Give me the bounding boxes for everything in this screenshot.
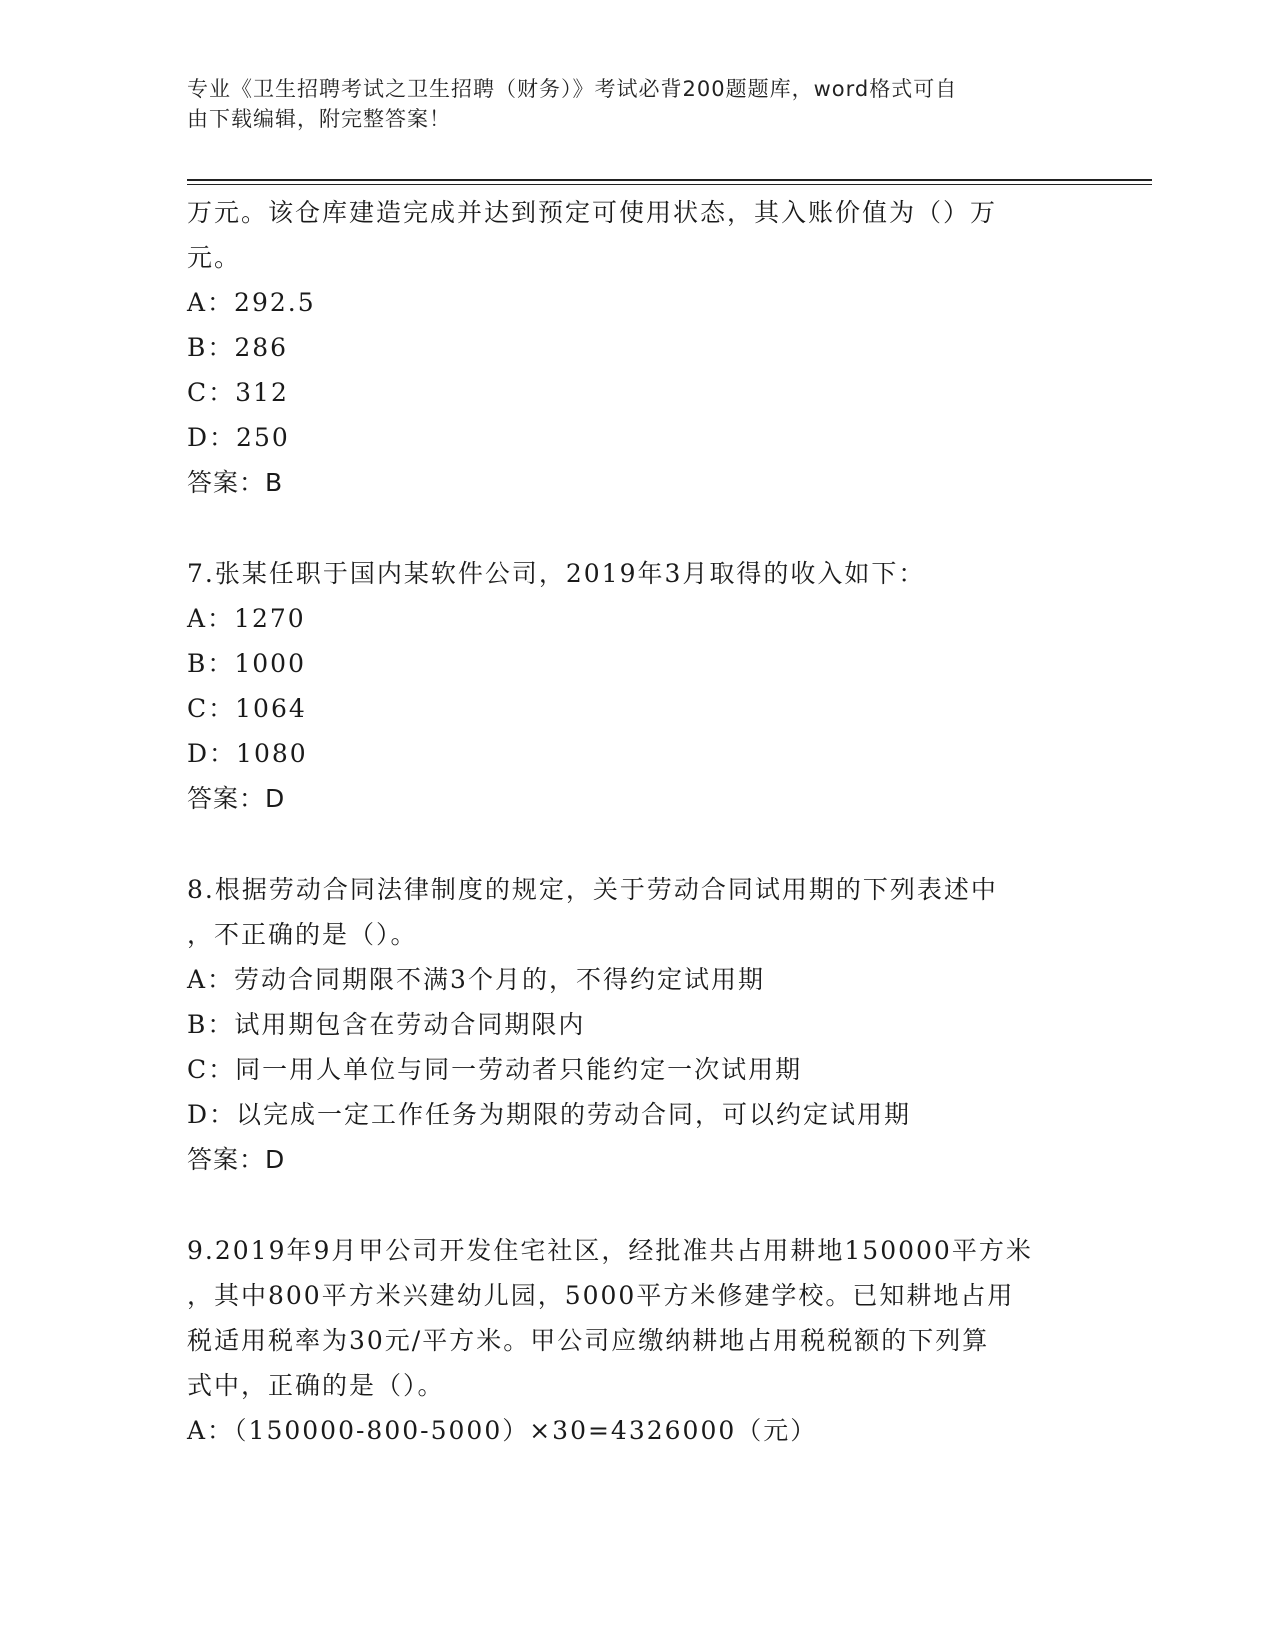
option-c: C：同一用人单位与同一劳动者只能约定一次试用期 — [187, 1055, 803, 1084]
question-stem-line: 式中，正确的是（）。 — [187, 1371, 445, 1400]
option-a: A：劳动合同期限不满3个月的，不得约定试用期 — [187, 965, 765, 994]
option-a: A：（150000-800-5000）×30=4326000（元） — [187, 1416, 818, 1445]
question-stem-line: 9.2019年9月甲公司开发住宅社区，经批准共占用耕地150000平方米 — [187, 1236, 1033, 1265]
question-spacer — [187, 505, 1087, 551]
document-header — [187, 74, 1067, 134]
question-content — [187, 190, 1087, 1453]
option-a: A：1270 — [187, 604, 306, 633]
question-9 — [187, 1228, 1087, 1453]
option-d: D：250 — [187, 423, 290, 452]
option-c: C：1064 — [187, 694, 307, 723]
question-stem-line: 7.张某任职于国内某软件公司，2019年3月取得的收入如下： — [187, 559, 926, 588]
option-a: A：292.5 — [187, 288, 316, 317]
option-c: C：312 — [187, 378, 289, 407]
question-stem-line: 元。 — [187, 243, 242, 272]
option-b: B：试用期包含在劳动合同期限内 — [187, 1010, 586, 1039]
question-spacer — [187, 821, 1087, 867]
question-7 — [187, 551, 1087, 821]
question-stem-line: 税适用税率为30元/平方米。甲公司应缴纳耕地占用税税额的下列算 — [187, 1326, 990, 1355]
question-8 — [187, 867, 1087, 1182]
option-b: B：1000 — [187, 649, 306, 678]
option-d: D：以完成一定工作任务为期限的劳动合同，可以约定试用期 — [187, 1100, 912, 1129]
question-spacer — [187, 1182, 1087, 1228]
header-divider-thick — [187, 179, 1152, 181]
header-line-2: 由下载编辑，附完整答案！ — [187, 107, 451, 131]
option-b: B：286 — [187, 333, 289, 362]
header-divider-thin — [187, 184, 1152, 185]
question-stem-line: 8.根据劳动合同法律制度的规定，关于劳动合同试用期的下列表述中 — [187, 875, 998, 904]
question-6 — [187, 190, 1087, 505]
option-d: D：1080 — [187, 739, 308, 768]
answer-line: 答案：D — [187, 1145, 286, 1174]
question-stem-line: 万元。该仓库建造完成并达到预定可使用状态，其入账价值为（）万 — [187, 198, 998, 227]
question-stem-line: ，其中800平方米兴建幼儿园，5000平方米修建学校。已知耕地占用 — [187, 1281, 1015, 1310]
header-line-1: 专业《卫生招聘考试之卫生招聘（财务）》考试必背200题题库，word格式可自 — [187, 77, 958, 101]
question-stem-line: ，不正确的是（）。 — [187, 920, 418, 949]
answer-line: 答案：B — [187, 468, 284, 497]
answer-line: 答案：D — [187, 784, 286, 813]
